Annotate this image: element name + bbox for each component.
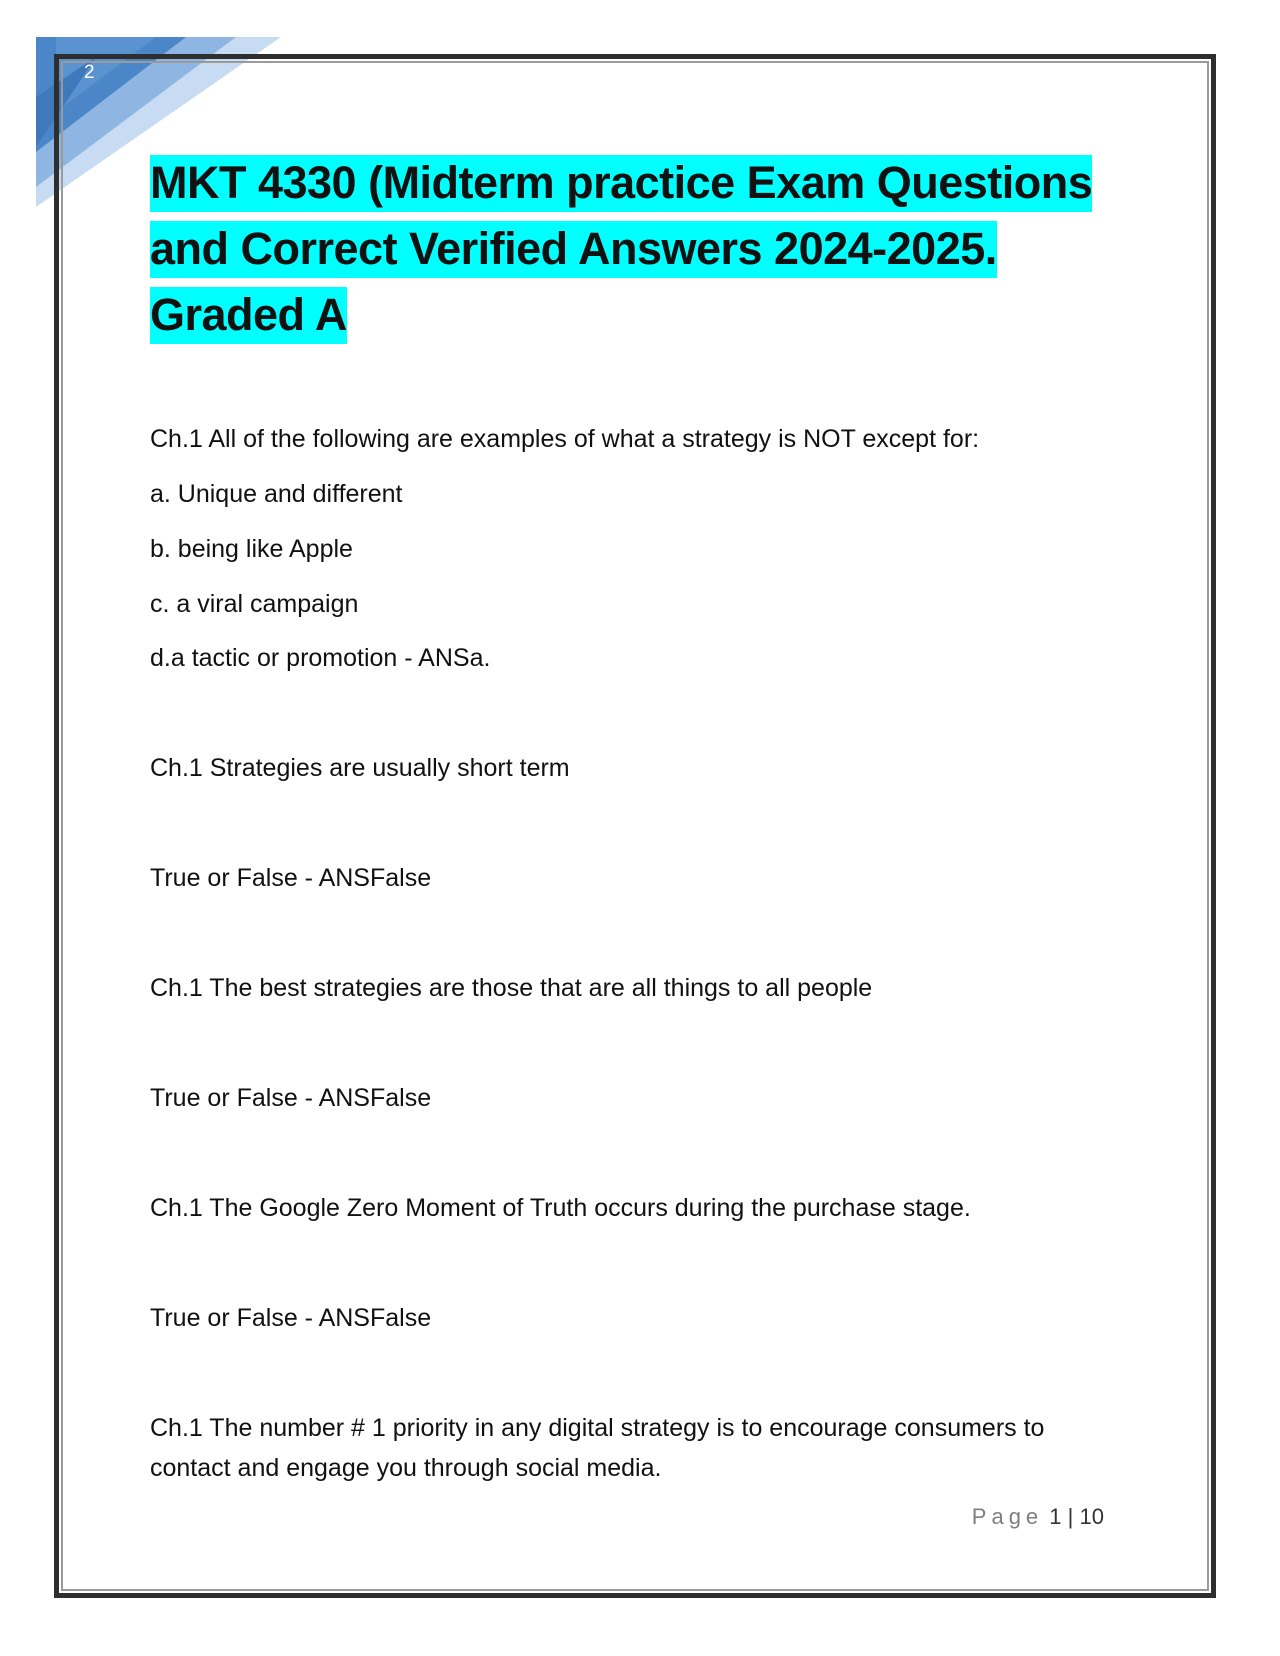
- question-2-answer: True or False - ANSFalse: [150, 864, 432, 892]
- question-4-answer: True or False - ANSFalse: [150, 1304, 432, 1332]
- total-pages: 10: [1079, 1504, 1104, 1529]
- question-1-option-a: a. Unique and different: [150, 480, 403, 508]
- question-2-text: Ch.1 Strategies are usually short term: [150, 754, 570, 782]
- question-3-answer: True or False - ANSFalse: [150, 1084, 432, 1112]
- current-page-number: 1: [1049, 1504, 1062, 1529]
- question-1-option-d-answer: d.a tactic or promotion - ANSa.: [150, 644, 491, 672]
- title-highlight: MKT 4330 (Midterm practice Exam Questions and Correct Verified Answers 2024-2025. Graded A: [150, 155, 1092, 344]
- question-4-text: Ch.1 The Google Zero Moment of Truth occurs during the purchase stage.: [150, 1194, 971, 1222]
- question-1-option-b: b. being like Apple: [150, 535, 353, 563]
- document-title: [150, 150, 1110, 348]
- question-3-text: Ch.1 The best strategies are those that are all things to all people: [150, 974, 873, 1002]
- question-5-text: Ch.1 The number # 1 priority in any digital strategy is to encourage consumers to contact and engage you through social media.: [150, 1414, 1045, 1482]
- question-1-text: Ch.1 All of the following are examples of what a strategy is NOT except for:: [150, 425, 980, 453]
- page-footer: [972, 1504, 1104, 1530]
- page-word: Page: [971, 1504, 1044, 1529]
- question-1-option-c: c. a viral campaign: [150, 590, 359, 618]
- corner-page-number: 2: [84, 62, 95, 83]
- page-separator: |: [1067, 1504, 1074, 1529]
